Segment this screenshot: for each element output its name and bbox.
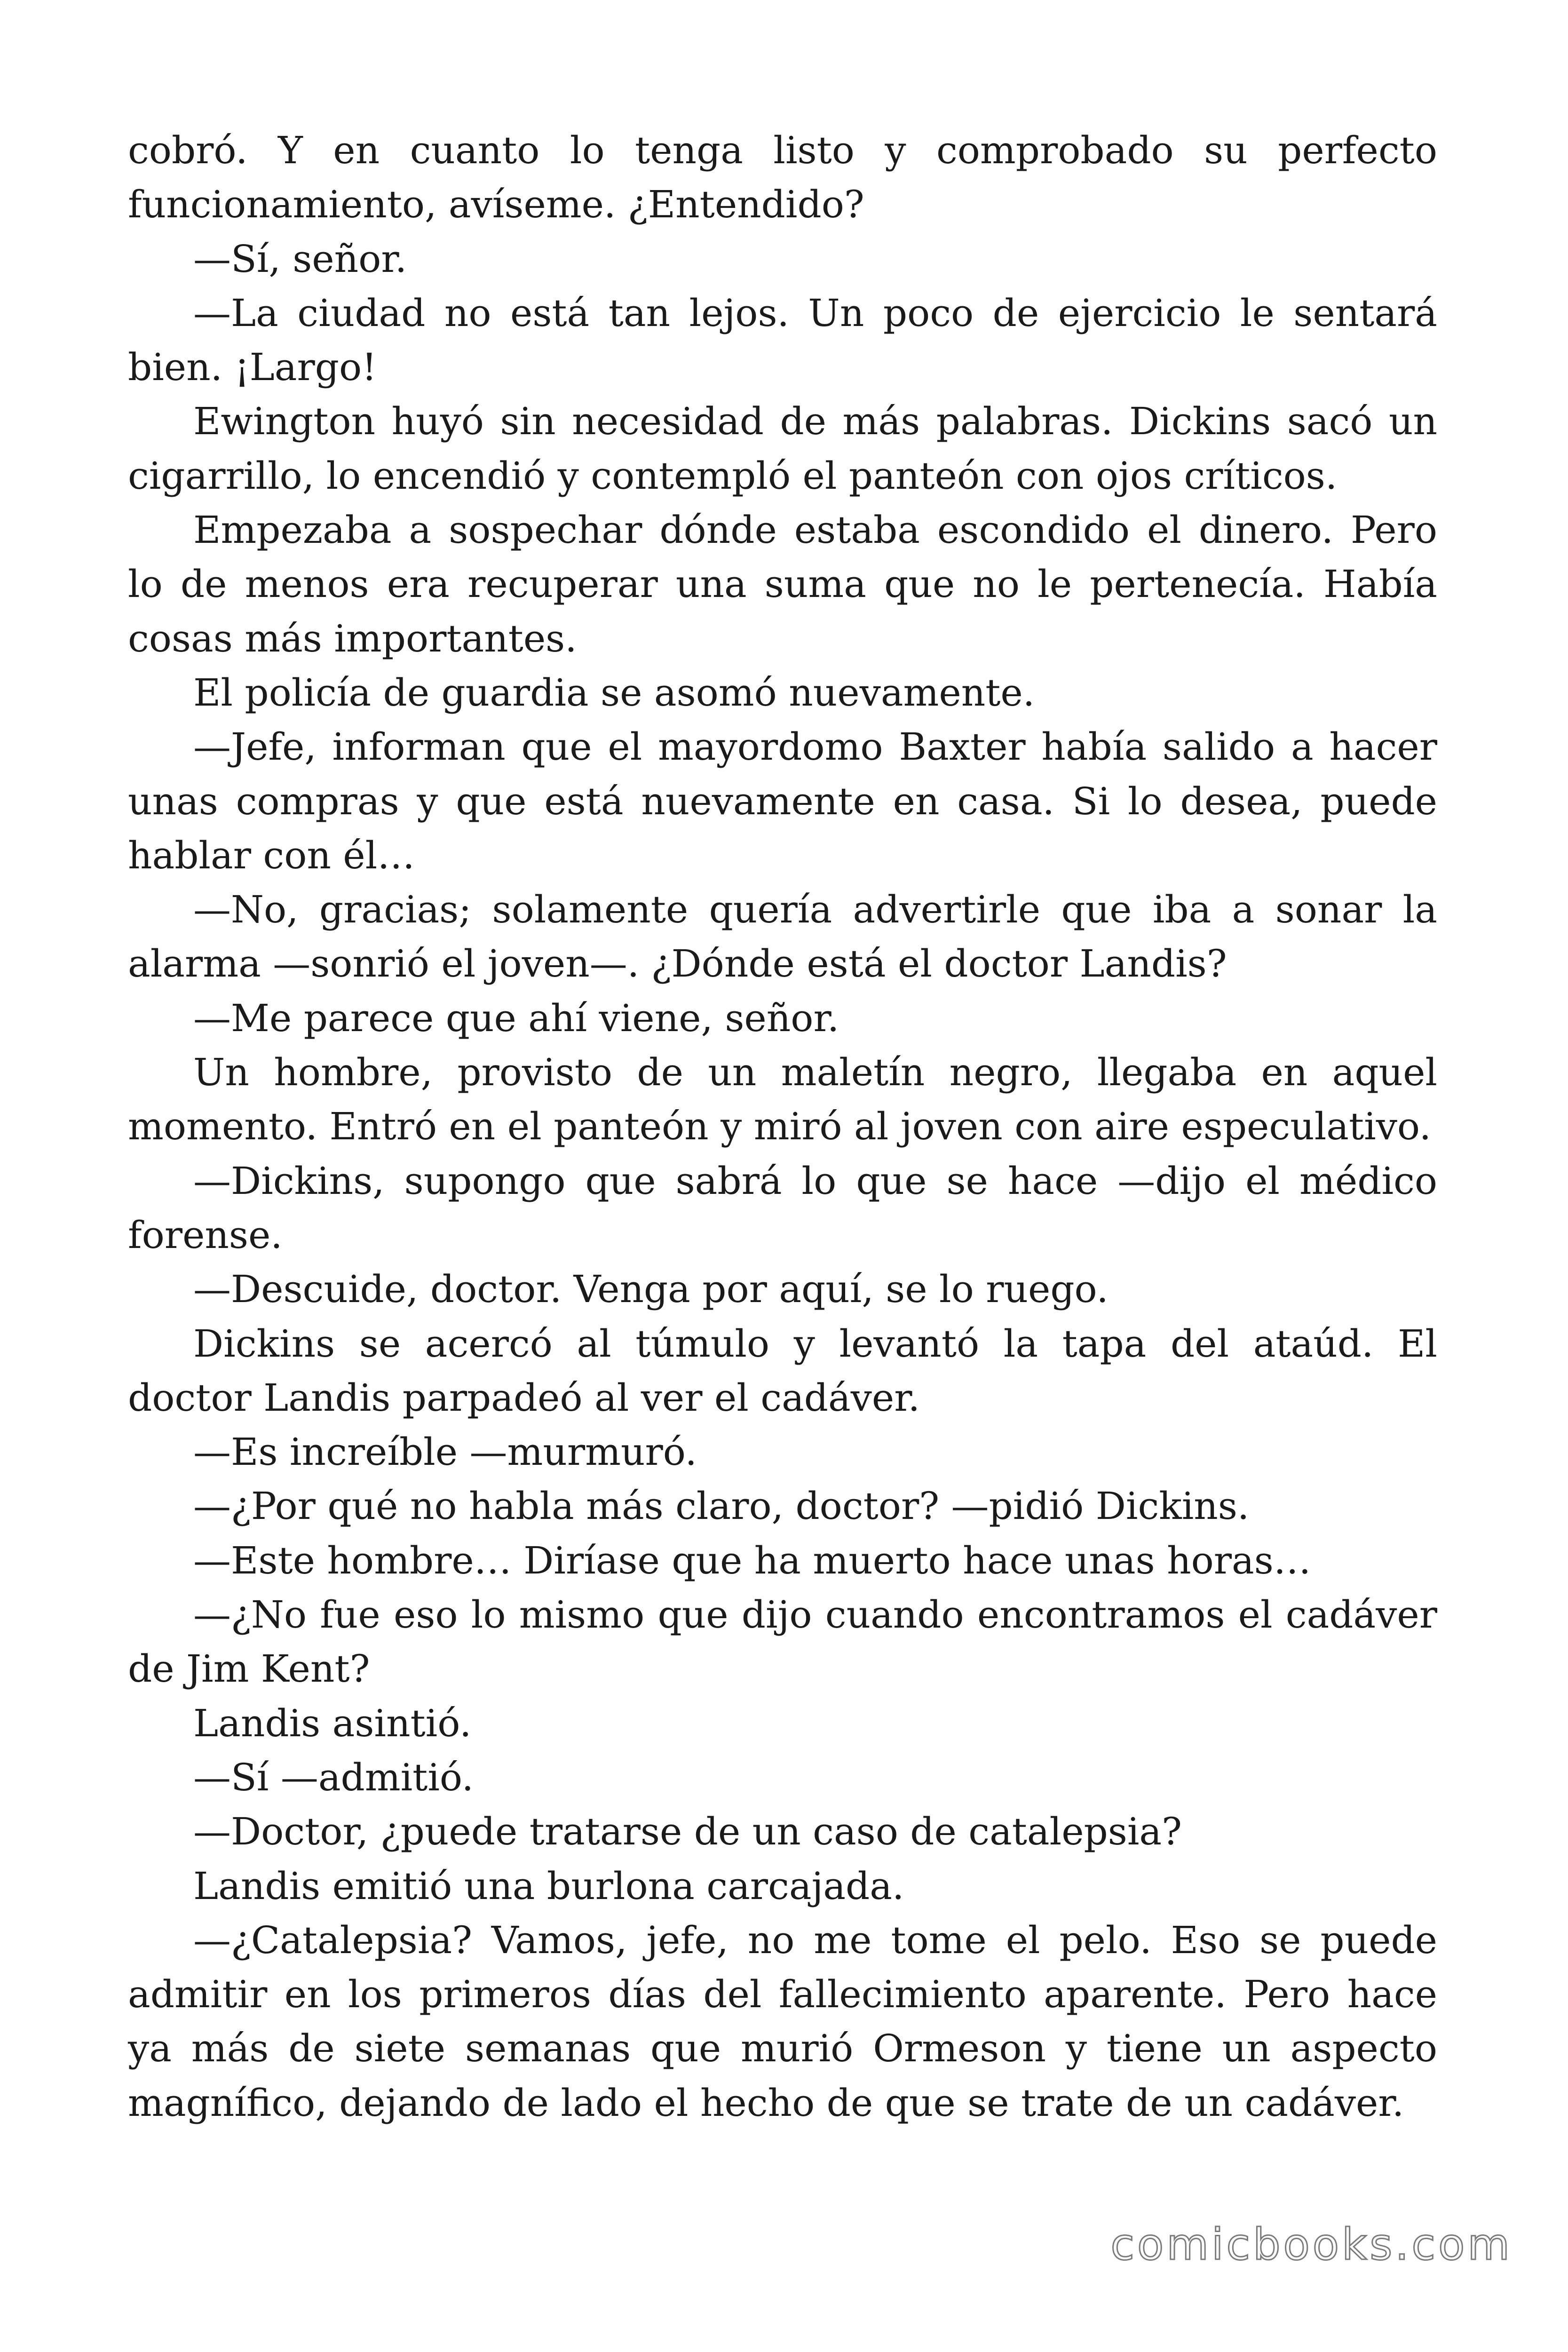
- paragraph: Dickins se acercó al túmulo y levantó la tapa del ataúd. El doctor Landis parpadeó al ver el cadáver.: [128, 1321, 1437, 1420]
- paragraph: —¿Catalepsia? Vamos, jefe, no me tome el pelo. Eso se puede admitir en los primeros días del fallecimiento aparente. Pero hace ya más de siete semanas que murió Ormeson y tiene un aspecto magnífico, dejando de lado el hecho de que se trate de un cadáver.: [128, 1918, 1437, 2125]
- paragraph: Empezaba a sospechar dónde estaba escondido el dinero. Pero lo de menos era recuperar una suma que no le pertenecía. Había cosas más importantes.: [128, 508, 1437, 660]
- paragraph: —Doctor, ¿puede tratarse de un caso de catalepsia?: [193, 1810, 1182, 1854]
- paragraph: —No, gracias; solamente quería advertirle que iba a sonar la alarma —sonrió el joven—. ¿Dónde está el doctor Landis?: [128, 888, 1437, 986]
- paragraph: —Descuide, doctor. Venga por aquí, se lo ruego.: [193, 1267, 1109, 1311]
- paragraph: —Jefe, informan que el mayordomo Baxter había salido a hacer unas compras y que está nuevamente en casa. Si lo desea, puede hablar con él…: [128, 725, 1437, 877]
- paragraph: —Sí —admitió.: [193, 1755, 474, 1799]
- paragraph: El policía de guardia se asomó nuevamente.: [193, 670, 1035, 715]
- paragraph: —¿Por qué no habla más claro, doctor? —pidió Dickins.: [193, 1484, 1250, 1528]
- paragraph: Landis emitió una burlona carcajada.: [193, 1864, 904, 1908]
- paragraph: —Es increíble —murmuró.: [193, 1430, 697, 1474]
- body-text: [128, 123, 1437, 2130]
- paragraph: —Me parece que ahí viene, señor.: [193, 996, 839, 1040]
- paragraph: —Dickins, supongo que sabrá lo que se hace —dijo el médico forense.: [128, 1159, 1437, 1257]
- paragraph: —Sí, señor.: [193, 237, 407, 281]
- paragraph: Ewington huyó sin necesidad de más palabras. Dickins sacó un cigarrillo, lo encendió y contempló el panteón con ojos críticos.: [128, 399, 1437, 498]
- paragraph: Un hombre, provisto de un maletín negro, llegaba en aquel momento. Entró en el panteón y miró al joven con aire especulativo.: [128, 1050, 1437, 1149]
- paragraph: —¿No fue eso lo mismo que dijo cuando encontramos el cadáver de Jim Kent?: [128, 1593, 1437, 1691]
- paragraph: —La ciudad no está tan lejos. Un poco de ejercicio le sentará bien. ¡Largo!: [128, 291, 1437, 389]
- paragraph: cobró. Y en cuanto lo tenga listo y comprobado su perfecto funcionamiento, avíseme. ¿Entendido?: [128, 128, 1437, 227]
- paragraph: —Este hombre… Diríase que ha muerto hace unas horas…: [193, 1538, 1311, 1582]
- paragraph: Landis asintió.: [193, 1701, 472, 1745]
- watermark: comicbooks.com: [1110, 2219, 1513, 2270]
